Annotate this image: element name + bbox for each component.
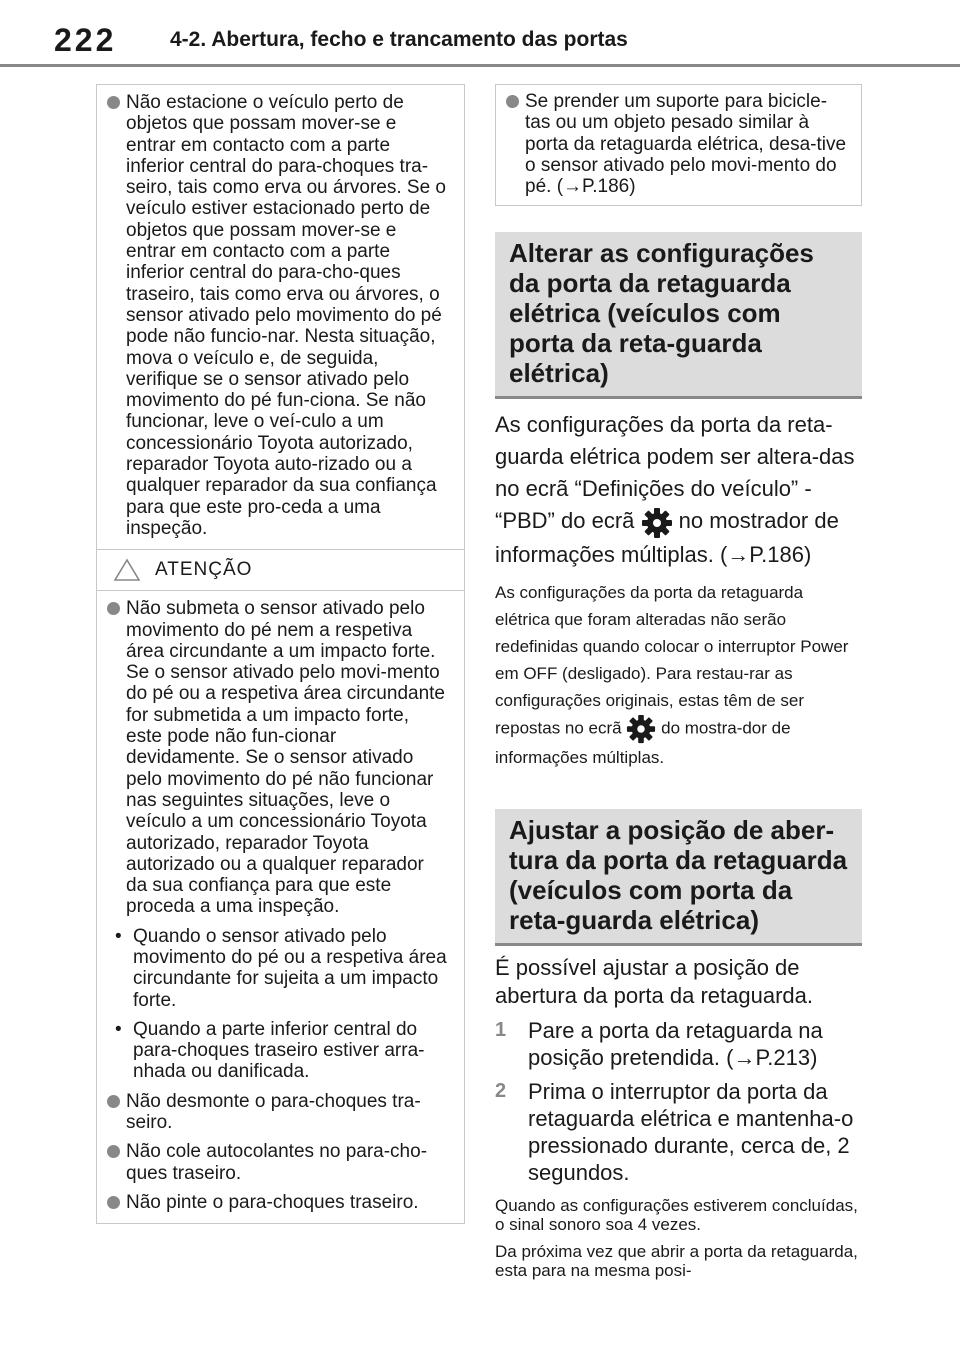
gear-icon xyxy=(641,507,673,539)
note-text: Se prender um suporte para bicicle-tas ou um objeto pesado similar à porta da retaguarda elétrica, desa-tive o sensor ativado pelo movi-mento do pé. (→P.186) xyxy=(525,91,847,198)
settings-paragraph xyxy=(495,409,862,570)
settings-note xyxy=(495,579,862,771)
page-number: 222 xyxy=(54,22,117,58)
next-open-note: Da próxima vez que abrir a porta da retaguarda, esta para na mesma posi- xyxy=(495,1241,858,1280)
warning-sub-text-2: Quando a parte inferior central do para-choques traseiro estiver arra-nhada ou danificada. xyxy=(133,1018,425,1083)
note-box xyxy=(495,84,862,206)
section-heading-settings: Alterar as configurações da porta da retaguarda elétrica (veículos com porta da reta-guarda elétrica) xyxy=(495,232,862,399)
sub-bullet-icon: • xyxy=(115,925,122,947)
bullet-dot-icon xyxy=(107,96,120,109)
gear-icon xyxy=(626,714,656,744)
settings-note-text-1: As configurações da porta da retaguarda elétrica que foram alteradas não serão redefinidas quando colocar o interruptor Power em OFF (desligado). Para restau-rar as configurações originais, estas têm de ser repostas no ecrã xyxy=(495,582,849,738)
notice-item xyxy=(107,92,450,539)
header-divider xyxy=(0,64,960,67)
page-header xyxy=(0,0,960,68)
right-column xyxy=(495,84,862,1280)
warning-title: ATENÇÃO xyxy=(155,559,253,581)
warning-item xyxy=(107,1091,450,1134)
warning-item xyxy=(107,1192,450,1213)
warning-triangle-icon xyxy=(113,558,141,582)
settings-paragraph-text-1: As configurações da porta da reta-guarda elétrica podem ser altera-das no ecrã “Definições do veículo” - “PBD” do ecrã xyxy=(495,412,855,534)
section-title: 4-2. Abertura, fecho e trancamento das portas xyxy=(170,28,628,51)
warning-list xyxy=(97,591,464,1223)
bullet-dot-icon xyxy=(506,95,519,108)
step-item xyxy=(495,1017,862,1071)
completion-note: Quando as configurações estiverem concluídas, o sinal sonoro soa 4 vezes. xyxy=(495,1195,858,1234)
step-number: 1 xyxy=(495,1018,507,1041)
warning-text-2: Não desmonte o para-choques tra-seiro. xyxy=(126,1090,421,1134)
warning-sub-text-1: Quando o sensor ativado pelo movimento do pé ou a respetiva área circundante for sujeita a um impacto forte. xyxy=(133,925,447,1011)
warning-item xyxy=(107,1141,450,1184)
step-number: 2 xyxy=(495,1079,507,1102)
step-item xyxy=(495,1078,862,1186)
warning-text-1: Não submeta o sensor ativado pelo movimento do pé nem a respetiva área circundante a um impacto forte. Se o sensor ativado pelo movi-mento do pé ou a respetiva área circundante for submetida a um impacto forte, este pode não fun-cionar devidamente. Se o sensor ativado pelo movimento do pé não funcionar nas seguintes situações, leve o veículo a um concessionário Toyota autorizado, reparador Toyota autorizado ou a qualquer reparador da sua confiança para que este proceda a uma inspeção. xyxy=(126,598,445,918)
left-column xyxy=(96,84,465,1224)
warning-text-3: Não cole autocolantes no para-cho-ques traseiro. xyxy=(126,1141,428,1184)
section-heading-position: Ajustar a posição de aber-tura da porta da retaguarda (veículos com porta da reta-guarda elétrica) xyxy=(495,809,862,946)
warning-text-4: Não pinte o para-choques traseiro. xyxy=(126,1191,419,1213)
bullet-dot-icon xyxy=(107,1095,120,1108)
warning-item xyxy=(107,598,450,917)
bullet-dot-icon xyxy=(107,1145,120,1158)
warning-sub-item xyxy=(115,1019,450,1083)
step-text: Prima o interruptor da porta da retaguarda elétrica e mantenha-o pressionado durante, cerca de, 2 segundos. xyxy=(528,1078,854,1185)
sub-bullet-icon: • xyxy=(115,1018,122,1040)
settings-paragraph-text-2: no mostrador de informações múltiplas. (→P.186) xyxy=(495,508,839,567)
warning-header xyxy=(97,549,464,591)
position-paragraph: É possível ajustar a posição de abertura da porta da retaguarda. xyxy=(495,954,814,1008)
settings-note-text-2: do mostra-dor de informações múltiplas. xyxy=(495,718,791,767)
notice-text: Não estacione o veículo perto de objetos que possam mover-se e entrar em contacto com a parte inferior central do para-choques tra-seiro, tais como erva ou árvores. Se o veículo estiver estacionado perto de objetos que possam mover-se e entrar em contacto com a parte inferior central do para-cho-ques traseiro, tais como erva ou árvores, o sensor ativado pelo movimento do pé pode não funcio-nar. Nesta situação, mova o veículo e, de seguida, verifique se o sensor ativado pelo movimento do pé fun-ciona. Se não funcionar, leve o veí-culo a um concessionário Toyota autorizado, reparador Toyota auto-rizado ou a qualquer reparador da sua confiança para que este pro-ceda a uma inspeção. xyxy=(126,92,446,539)
bullet-dot-icon xyxy=(107,602,120,615)
note-item xyxy=(506,91,851,197)
step-text: Pare a porta da retaguarda na posição pretendida. (→P.213) xyxy=(528,1017,823,1070)
warning-sub-item xyxy=(115,926,450,1011)
bullet-dot-icon xyxy=(107,1196,120,1209)
notice-box xyxy=(96,84,465,1224)
